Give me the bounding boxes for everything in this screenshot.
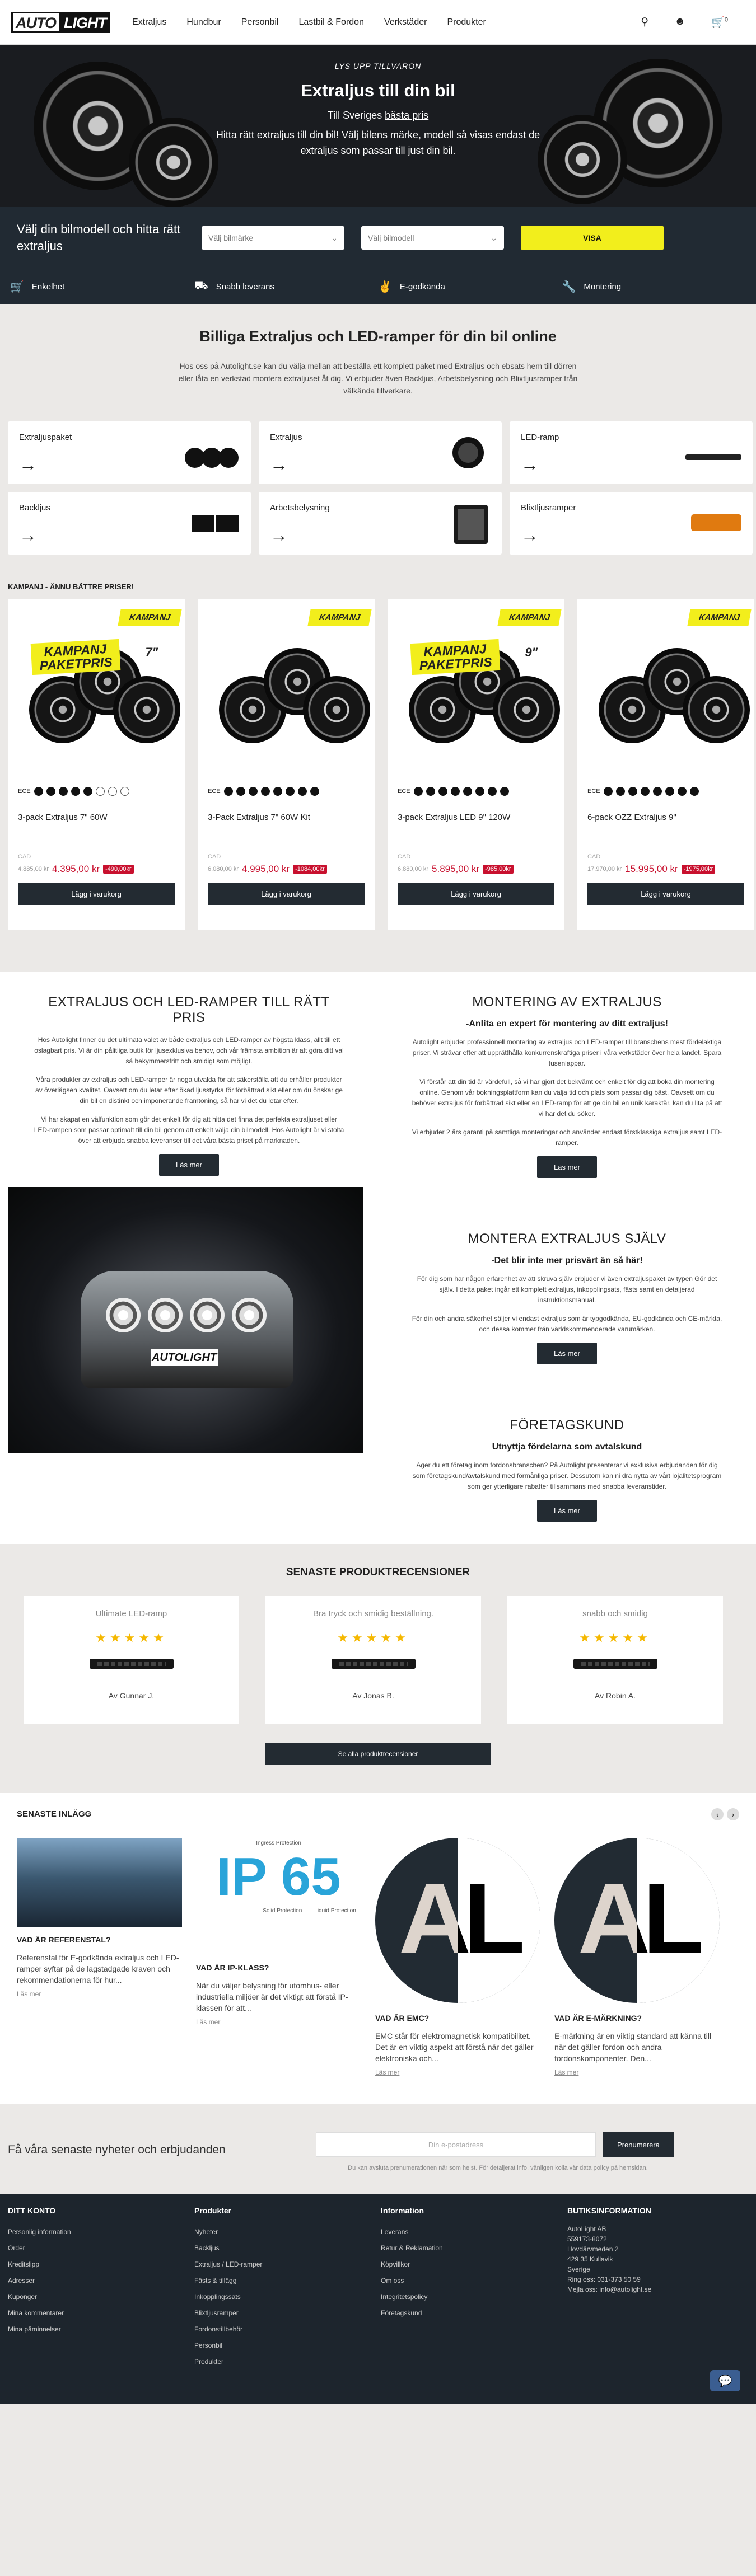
footer-link[interactable]: Extraljus / LED-ramper <box>194 2260 263 2268</box>
store-info-line: 559173-8072 <box>567 2235 607 2243</box>
model-select[interactable] <box>361 226 504 250</box>
footer-heading: DITT KONTO <box>8 2206 56 2215</box>
montering-title: MONTERING AV EXTRALJUS <box>472 994 662 1010</box>
variant-swatches <box>208 787 365 796</box>
brand-select[interactable] <box>202 226 344 250</box>
color-swatch[interactable] <box>71 787 80 796</box>
read-more-button[interactable]: Läs mer <box>537 1500 597 1522</box>
product-lamp-image <box>493 676 560 743</box>
product-card[interactable] <box>388 599 564 930</box>
newsletter-note: Du kan avsluta prenumerationen när som helst. För detaljerat info, vänligen kolla vår data policy på hemsidan. <box>348 2165 648 2171</box>
arrow-right-icon: → <box>19 525 37 545</box>
blog-title: SENASTE INLÄGG <box>17 1809 92 1819</box>
color-swatch[interactable] <box>475 787 484 796</box>
montering-paragraph: Autolight erbjuder professionell montering av extraljus och LED-ramper till branschens mest fördelaktiga priser. Vi strävar efter att upprätthålla konkurrenskraftiga priser i våra verkstäder över hela landet. Spara tusenlappar. <box>412 1038 722 1067</box>
sale-price: 4.995,00 kr <box>242 864 290 874</box>
discount-badge: -1975,00kr <box>682 865 716 874</box>
blog-post[interactable] <box>17 1838 182 2076</box>
color-swatch[interactable] <box>59 787 68 796</box>
variant-swatches <box>18 787 175 796</box>
post-excerpt: E-märkning är en viktig standard att känna till när det gäller fordon och andra fordonskomponenter. Den... <box>554 2031 712 2063</box>
footer-link[interactable]: Mina kommentarer <box>8 2309 64 2317</box>
color-swatch[interactable] <box>488 787 497 796</box>
truck-icon: ⛟ <box>194 280 208 292</box>
footer-link[interactable]: Företagskund <box>381 2309 422 2317</box>
footer-link[interactable]: Nyheter <box>194 2228 218 2236</box>
cart-icon: 🛒 <box>10 281 24 293</box>
info-left-paragraph: Våra produkter av extraljus och LED-ramper är noga utvalda för att säkerställa att du erhåller produkter av överlägsen kvalitet. Oavsett om du letar efter ökad ljusstyrka för förbättrad sikt eller om du önskar ge din bil en distinkt och imponerande framtoning, så har vi det du letar efter. <box>35 1076 343 1105</box>
review-quote: snabb och smidig <box>582 1609 648 1618</box>
category-card-arbetsbelysning[interactable] <box>259 492 502 555</box>
car-finder-label: Välj din bilmodell och hitta rätt extraljus <box>17 222 181 253</box>
post-image <box>375 1838 540 2006</box>
brand-select-value: Välj bilmärke <box>208 233 254 242</box>
chevron-down-icon: ⌄ <box>331 233 338 242</box>
product-name[interactable]: 6-pack OZZ Extraljus 9" <box>587 813 676 822</box>
foretag-subtitle: Utnyttja fördelarna som avtalskund <box>492 1442 642 1452</box>
cart-icon[interactable]: 🛒$^0$ <box>711 16 728 29</box>
footer-link[interactable]: Leverans <box>381 2228 409 2236</box>
old-price: 6.880,00 kr <box>398 866 429 872</box>
add-to-cart-button[interactable]: Lägg i varukorg <box>398 883 554 905</box>
color-swatch[interactable] <box>96 787 105 796</box>
promo-line: KAMPANJ <box>423 641 487 659</box>
usp-item <box>378 280 562 294</box>
category-label: Arbetsbelysning <box>270 503 330 513</box>
category-card-led-ramp[interactable] <box>510 421 753 484</box>
footer-link[interactable]: Backljus <box>194 2244 220 2252</box>
color-swatch[interactable] <box>120 787 129 796</box>
product-lamp-image <box>113 676 180 743</box>
usp-label: Enkelhet <box>31 282 65 292</box>
subscribe-button[interactable]: Prenumerera <box>603 2132 674 2157</box>
footer-link[interactable]: Inkopplingssats <box>194 2293 241 2301</box>
color-swatch[interactable] <box>83 787 92 796</box>
chevron-left-icon[interactable]: ‹ <box>711 1808 724 1820</box>
intro-section <box>0 304 756 408</box>
footer-col-information <box>381 2206 567 2370</box>
post-image <box>554 1838 720 2006</box>
color-swatch[interactable] <box>108 787 117 796</box>
review-card[interactable] <box>265 1596 481 1724</box>
product-price <box>208 864 365 875</box>
old-price: 17.970,00 kr <box>587 866 622 872</box>
footer-link[interactable]: Adresser <box>8 2277 35 2284</box>
nav-item-lastbil[interactable]: Lastbil & Fordon <box>298 17 364 27</box>
blog-post[interactable] <box>375 1838 540 2076</box>
footer-link[interactable]: Fordonstillbehör <box>194 2325 243 2333</box>
hero-title: Extraljus till din bil <box>301 81 455 100</box>
product-price <box>398 864 554 875</box>
category-card-extraljuspaket[interactable] <box>8 421 251 484</box>
arrow-right-icon: → <box>270 525 288 545</box>
campaign-heading: KAMPANJ - ÄNNU BÄTTRE PRISER! <box>8 583 134 591</box>
product-image <box>573 1659 657 1669</box>
ip-diagram-heading: Ingress Protection <box>256 1840 301 1846</box>
footer-heading: BUTIKSINFORMATION <box>567 2206 651 2215</box>
arrow-right-icon: → <box>521 454 539 475</box>
post-excerpt: EMC står för elektromagnetisk kompatibilitet. Det är en viktig aspekt att förstå när det gäller elektroniska och... <box>375 2031 534 2063</box>
site-logo[interactable] <box>11 12 110 33</box>
product-image <box>90 1659 174 1669</box>
cad-label: CAD <box>587 853 601 860</box>
info-sjalv <box>378 1231 756 1364</box>
campaign-badge: KAMPANJ <box>687 609 752 626</box>
review-card[interactable] <box>24 1596 239 1724</box>
color-swatch[interactable] <box>641 787 650 796</box>
variant-swatches <box>398 787 554 796</box>
car-light <box>232 1298 267 1332</box>
chevron-down-icon: ⌄ <box>491 233 497 242</box>
color-swatch[interactable] <box>224 787 233 796</box>
color-swatch[interactable] <box>616 787 625 796</box>
user-icon[interactable]: ☻ <box>674 15 686 27</box>
nav-item-personbil[interactable]: Personbil <box>241 17 279 27</box>
car-light <box>106 1298 141 1332</box>
logo-text-light: LIGHT <box>60 12 110 33</box>
hero-banner <box>0 45 756 207</box>
color-swatch[interactable] <box>463 787 472 796</box>
category-image <box>691 509 741 537</box>
add-to-cart-button[interactable]: Lägg i varukorg <box>18 883 175 905</box>
category-label: LED-ramp <box>521 433 559 442</box>
footer-link[interactable]: Personbil <box>194 2342 223 2349</box>
post-excerpt: Referenstal för E-godkända extraljus och LED-ramper syftar på de lagstadgade kraven och rekommendationerna för hur... <box>17 1953 179 1984</box>
post-excerpt: När du väljer belysning för utomhus- eller industriella miljöer är det viktigt att förstå IP-klassen för att... <box>196 1981 348 2012</box>
color-swatch[interactable] <box>690 787 699 796</box>
ece-label: ECE <box>398 788 410 795</box>
post-image <box>196 1838 361 1955</box>
nav-item-verkstader[interactable]: Verkstäder <box>384 17 427 27</box>
product-card[interactable] <box>198 599 375 930</box>
promo-line: KAMPANJ <box>43 641 107 659</box>
arrow-right-icon: → <box>270 454 288 475</box>
store-info-line: AutoLight AB <box>567 2225 606 2233</box>
nav-item-produkter[interactable]: Produkter <box>447 17 486 27</box>
color-swatch[interactable] <box>273 787 282 796</box>
product-name[interactable]: 3-Pack Extraljus 7" 60W Kit <box>208 813 310 822</box>
ip-diagram-solid: Solid Protection <box>263 1908 302 1914</box>
discount-badge: -490,00kr <box>103 865 133 874</box>
sjalv-paragraph: För din och andra säkerhet säljer vi endast extraljus som är typgodkända, EU-godkända och CE-märkta, och dessa kommer från världskommenderade varumärken. <box>412 1315 722 1333</box>
cad-label: CAD <box>18 853 31 860</box>
color-swatch[interactable] <box>34 787 43 796</box>
newsletter-email-input[interactable]: Din e-postadress <box>316 2132 596 2157</box>
product-price <box>18 864 175 875</box>
review-author: Av Robin A. <box>595 1691 636 1700</box>
footer-link[interactable]: Fästs & tillägg <box>194 2277 237 2284</box>
info-left-paragraph: Hos Autolight finner du det ultimata valet av både extraljus och LED-ramper av högsta klass, allt till ett oslagbart pris. Vi är din pålitliga butik för ljusexklusiva behov, och vår främsta ambition är att göra ditt val så bekymmersfritt och smidigt som möjligt. <box>34 1036 344 1065</box>
hero-subtitle <box>0 110 756 121</box>
promo-line: PAKETPRIS <box>419 654 493 673</box>
post-image <box>17 1838 182 1927</box>
ece-label: ECE <box>587 788 600 795</box>
nav-item-hundbur[interactable]: Hundbur <box>186 17 221 27</box>
cad-label: CAD <box>208 853 221 860</box>
footer-link[interactable]: Produkter <box>194 2358 224 2366</box>
usp-label: Snabb leverans <box>216 282 274 292</box>
review-author: Av Jonas B. <box>352 1691 394 1700</box>
footer-link[interactable]: Om oss <box>381 2277 404 2284</box>
footer-link[interactable]: Integritetspolicy <box>381 2293 428 2301</box>
color-swatch[interactable] <box>249 787 258 796</box>
product-card[interactable] <box>8 599 185 930</box>
autolight-logo-image <box>375 1838 540 2003</box>
star-rating: ★★★★★ <box>337 1631 409 1645</box>
color-swatch[interactable] <box>46 787 55 796</box>
info-montering <box>378 994 756 1178</box>
campaign-badge: KAMPANJ <box>497 609 562 626</box>
promo-line: PAKETPRIS <box>39 654 113 673</box>
car-photo <box>8 1187 363 1453</box>
all-reviews-button[interactable]: Se alla produktrecensioner <box>265 1743 491 1765</box>
foretag-paragraph: Äger du ett företag inom fordonsbranschen? På Autolight presenterar vi exklusiva erbjudanden för dig som företagskund/avtalskund med förmånliga priser. Dessutom kan ni dra nytta av vårt lojalitetsprogram som ger ytterligare rabatter tillsammans med snabba leveranstider. <box>412 1461 722 1490</box>
read-more-link[interactable]: Läs mer <box>375 2068 400 2076</box>
color-swatch[interactable] <box>628 787 637 796</box>
color-swatch[interactable] <box>286 787 295 796</box>
read-more-button[interactable]: Läs mer <box>537 1156 597 1178</box>
promo-label <box>31 639 121 675</box>
old-price: 4.885,00 kr <box>18 866 49 872</box>
footer-link[interactable]: Kuponger <box>8 2293 38 2301</box>
color-swatch[interactable] <box>310 787 319 796</box>
color-swatch[interactable] <box>426 787 435 796</box>
model-select-value: Välj bilmodell <box>368 233 414 242</box>
blog-section <box>0 1793 756 2104</box>
usp-label: Montering <box>584 282 622 292</box>
add-to-cart-button[interactable]: Lägg i varukorg <box>587 883 744 905</box>
color-swatch[interactable] <box>236 787 245 796</box>
ip-diagram-code: 65 <box>281 1847 341 1907</box>
hero-subtitle-text: Till Sveriges <box>327 110 385 121</box>
product-image <box>332 1659 416 1669</box>
read-more-button[interactable]: Läs mer <box>159 1154 219 1176</box>
product-lamp-image <box>683 676 750 743</box>
footer-col-store <box>567 2206 754 2370</box>
post-title: VAD ÄR E-MÄRKNING? <box>554 2014 642 2023</box>
product-grid <box>0 599 756 930</box>
color-swatch[interactable] <box>451 787 460 796</box>
license-plate: AUTOLIGHT <box>151 1349 218 1366</box>
usp-bar <box>0 269 756 304</box>
montering-paragraph: Vi förstår att din tid är värdefull, så vi har gjort det bekvämt och enkelt för dig att boka din montering online. Genom vår bokningsplattform kan du välja tid och plats som passar dig bäst. Oavsett om du behöver extraljus för förbättrad sikt eller en LED-ramp för att ge din bil en unik karaktär, kan du lita på att vi har det du söker. <box>412 1078 722 1118</box>
review-card[interactable] <box>507 1596 723 1724</box>
color-swatch[interactable] <box>261 787 270 796</box>
wrench-icon: 🔧 <box>562 281 576 293</box>
main-nav <box>132 17 641 27</box>
intro-title: Billiga Extraljus och LED-ramper för din bil online <box>199 328 557 345</box>
footer-heading: Information <box>381 2206 424 2215</box>
color-swatch[interactable] <box>298 787 307 796</box>
sjalv-paragraph: För dig som har någon erfarenhet av att skruva själv erbjuder vi även extraljuspaket av typen Gör det själv. I detta paket ingår ett komplett extraljus, inkopplingsats, fästs samt en detaljerad instruktionsmanual. <box>417 1275 717 1304</box>
usp-item <box>562 280 746 294</box>
category-card-extraljus[interactable] <box>259 421 502 484</box>
car-light <box>148 1298 183 1332</box>
foretag-title: FÖRETAGSKUND <box>510 1418 624 1433</box>
post-title: VAD ÄR REFERENSTAL? <box>17 1935 111 1944</box>
chevron-right-icon[interactable]: › <box>727 1808 739 1820</box>
newsletter-section <box>0 2104 756 2194</box>
hero-description: Hitta rätt extraljus till din bil! Välj bilens märke, modell så visas endast de extraljus som passar till just din bil. <box>216 129 540 156</box>
category-image <box>184 444 240 472</box>
footer-col-products <box>194 2206 381 2370</box>
footer-link[interactable]: Retur & Reklamation <box>381 2244 443 2252</box>
footer-link[interactable]: Köpvillkor <box>381 2260 410 2268</box>
reviews-title: SENASTE PRODUKTRECENSIONER <box>286 1566 470 1578</box>
nav-item-extraljus[interactable]: Extraljus <box>132 17 167 27</box>
category-image <box>446 436 491 470</box>
size-label: 9" <box>525 645 538 659</box>
review-author: Av Gunnar J. <box>108 1691 155 1700</box>
product-card[interactable] <box>577 599 754 930</box>
post-title: VAD ÄR IP-KLASS? <box>196 1963 269 1972</box>
category-label: Backljus <box>19 503 50 513</box>
logo-letters: AL <box>398 1862 517 1975</box>
review-quote: Ultimate LED-ramp <box>95 1609 167 1618</box>
store-info-line: Mejla oss: info@autolight.se <box>567 2286 652 2293</box>
blog-post[interactable] <box>554 1838 720 2076</box>
search-icon[interactable]: ⚲ <box>641 16 649 28</box>
usp-label: E-godkända <box>399 282 445 292</box>
store-info-line: 429 35 Kullavik <box>567 2255 613 2263</box>
category-image <box>685 452 741 463</box>
hero-subtitle-link[interactable]: bästa pris <box>385 110 429 121</box>
site-header <box>0 0 756 45</box>
size-label: 7" <box>145 645 158 659</box>
info-section <box>0 972 756 1544</box>
color-swatch[interactable] <box>665 787 674 796</box>
car-body-shape <box>81 1271 293 1388</box>
footer-link[interactable]: Mina påminnelser <box>8 2325 61 2333</box>
montering-paragraph: Vi erbjuder 2 års garanti på samtliga monteringar och använder endast förstklassiga extraljus samt LED-ramper. <box>412 1128 722 1147</box>
arrow-right-icon: → <box>521 525 539 545</box>
campaign-badge: KAMPANJ <box>118 609 182 626</box>
product-image[interactable] <box>398 609 554 771</box>
store-info-line: Sverige <box>567 2265 590 2273</box>
discount-badge: -985,00kr <box>483 865 513 874</box>
variant-swatches <box>587 787 744 796</box>
old-price: 6.080,00 kr <box>208 866 239 872</box>
montering-subtitle: -Anlita en expert för montering av ditt extraljus! <box>466 1019 668 1029</box>
read-more-link[interactable]: Läs mer <box>17 1990 41 1998</box>
star-rating: ★★★★★ <box>579 1631 651 1645</box>
star-rating: ★★★★★ <box>95 1631 167 1645</box>
product-name[interactable]: 3-pack Extraljus LED 9" 120W <box>398 813 511 822</box>
info-left <box>0 994 378 1176</box>
color-swatch[interactable] <box>604 787 613 796</box>
store-info-line: Ring oss: 031-373 50 59 <box>567 2275 641 2283</box>
color-swatch[interactable] <box>500 787 509 796</box>
category-card-backljus[interactable] <box>8 492 251 555</box>
sale-price: 4.395,00 kr <box>52 864 100 874</box>
sjalv-subtitle: -Det blir inte mer prisvärt än så här! <box>491 1256 643 1265</box>
ece-label: ECE <box>208 788 221 795</box>
info-left-title: EXTRALJUS OCH LED-RAMPER TILL RÄTT PRIS <box>48 994 330 1025</box>
review-quote: Bra tryck och smidig beställning. <box>312 1609 434 1618</box>
autolight-logo-image <box>554 1838 720 2003</box>
car-finder <box>0 207 756 269</box>
info-foretag <box>378 1418 756 1522</box>
footer-heading: Produkter <box>194 2206 232 2215</box>
color-swatch[interactable] <box>414 787 423 796</box>
color-swatch[interactable] <box>678 787 687 796</box>
info-left-paragraph: Vi har skapat en välfunktion som gör det enkelt för dig att hitta det finna det perfekta extraljuset eller LED-rampen som passar optimalt till din bil genom att enkelt välja din bilmodell. Hos Autolight är vi stolta över att erbjuda snabba leveranser till det våra bästa priset på marknaden. <box>34 1115 344 1144</box>
read-more-link[interactable]: Läs mer <box>196 2018 221 2026</box>
arrow-right-icon: → <box>19 454 37 475</box>
thumbs-up-icon: ✌ <box>378 281 392 293</box>
sale-price: 15.995,00 kr <box>625 864 678 874</box>
sjalv-title: MONTERA EXTRALJUS SJÄLV <box>468 1231 666 1246</box>
product-lamp-image <box>303 676 370 743</box>
category-image <box>451 502 491 547</box>
category-image <box>189 510 240 538</box>
category-label: Blixtljusramper <box>521 503 576 513</box>
footer-link[interactable]: Order <box>8 2244 25 2252</box>
chat-icon[interactable]: 💬 <box>710 2370 740 2391</box>
product-image[interactable] <box>208 609 365 771</box>
category-label: Extraljuspaket <box>19 433 72 442</box>
add-to-cart-button[interactable]: Lägg i varukorg <box>208 883 365 905</box>
discount-badge: -1084,00kr <box>293 865 327 874</box>
product-image[interactable] <box>18 609 175 771</box>
promo-label <box>410 639 501 675</box>
category-card-blixtljusramper[interactable] <box>510 492 753 555</box>
footer-col-account <box>8 2206 194 2370</box>
cad-label: CAD <box>398 853 411 860</box>
blog-post[interactable] <box>196 1838 361 2076</box>
usp-item <box>194 280 379 294</box>
logo-letters: AL <box>577 1862 697 1975</box>
logo-text-auto: AUTO <box>11 12 60 33</box>
color-swatch[interactable] <box>438 787 447 796</box>
footer-link[interactable]: Blixtljusramper <box>194 2309 239 2317</box>
store-info-line: Hovdärvmeden 2 <box>567 2245 619 2253</box>
ece-label: ECE <box>18 788 31 795</box>
product-price <box>587 864 744 875</box>
sale-price: 5.895,00 kr <box>432 864 480 874</box>
category-label: Extraljus <box>270 433 302 442</box>
post-title: VAD ÄR EMC? <box>375 2014 430 2023</box>
cart-count: 0 <box>724 16 728 24</box>
newsletter-label: Få våra senaste nyheter och erbjudanden <box>8 2143 226 2156</box>
ip-diagram-ip: IP <box>216 1847 267 1907</box>
usp-item <box>10 280 194 294</box>
intro-text: Hos oss på Autolight.se kan du välja mellan att beställa ett komplett paket med Extraljus och ebsats hem till dörren eller låta en verkstad montera extraljuset åt dig. Vi erbjuder även Backljus, Arbetsbelysning och Blixtljusramper från välkända tillverkare. <box>178 362 578 395</box>
show-button[interactable]: VISA <box>521 226 664 250</box>
footer-link[interactable]: Personlig information <box>8 2228 71 2236</box>
product-image[interactable] <box>587 609 744 771</box>
hero-pretitle: LYS UPP TILLVARON <box>334 62 422 71</box>
read-more-button[interactable]: Läs mer <box>537 1343 597 1364</box>
car-light <box>190 1298 225 1332</box>
footer-link[interactable]: Kreditslipp <box>8 2260 40 2268</box>
color-swatch[interactable] <box>653 787 662 796</box>
reviews-section <box>0 1544 756 1793</box>
site-footer <box>0 2194 756 2404</box>
campaign-badge: KAMPANJ <box>307 609 372 626</box>
category-grid <box>0 408 756 555</box>
read-more-link[interactable]: Läs mer <box>554 2068 579 2076</box>
product-name[interactable]: 3-pack Extraljus 7" 60W <box>18 813 108 822</box>
ip-diagram-liquid: Liquid Protection <box>314 1908 356 1914</box>
